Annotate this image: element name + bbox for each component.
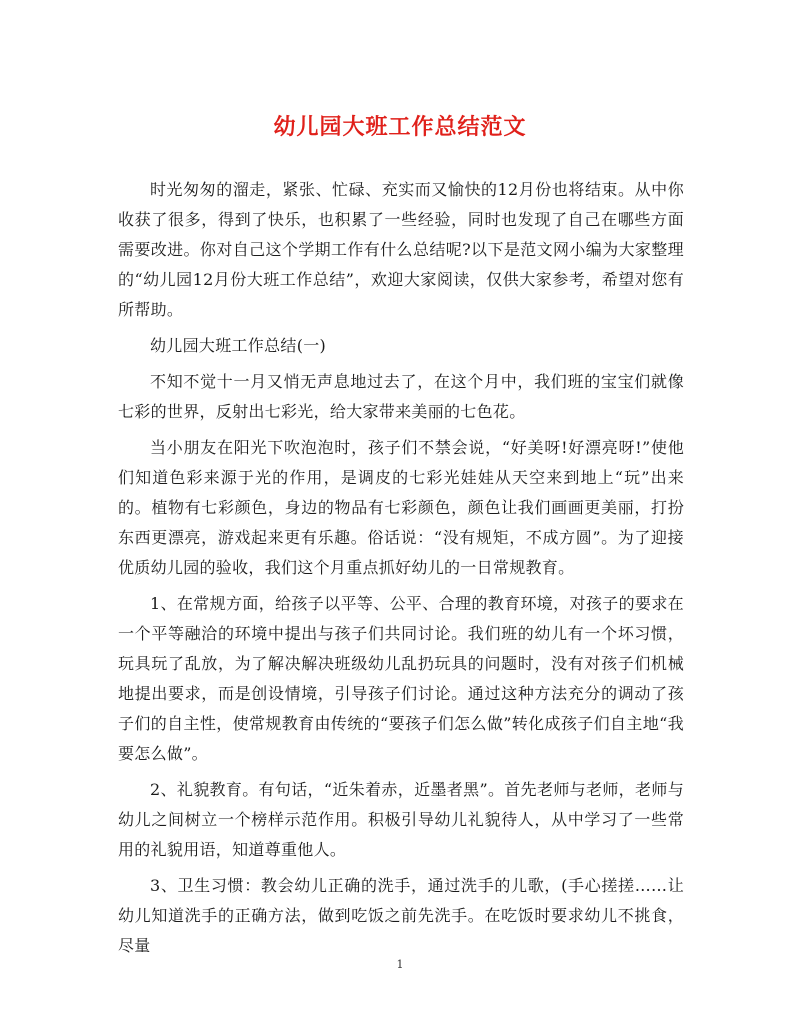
document-title: 幼儿园大班工作总结范文: [273, 114, 527, 140]
page-number: 1: [396, 958, 404, 971]
paragraph: 3、卫生习惯：教会幼儿正确的洗手，通过洗手的儿歌，(手心搓搓……让幼儿知道洗手的正确方法，做到吃饭之前先洗手。在吃饭时要求幼儿不挑食，尽量: [118, 876, 684, 955]
paragraph: 当小朋友在阳光下吹泡泡时，孩子们不禁会说，“好美呀!好漂亮呀!”使他们知道色彩来源于光的作用，是调皮的七彩光娃娃从天空来到地上“玩”出来的。植物有七彩颜色，身边的物品有七彩颜色，颜色让我们画画更美丽，打扮东西更漂亮，游戏起来更有乐趣。俗话说：“没有规矩，不成方圆”。为了迎接优质幼儿园的验收，我们这个月重点抓好幼儿的一日常规教育。: [118, 438, 684, 577]
paragraph: 1、在常规方面，给孩子以平等、公平、合理的教育环境，对孩子的要求在一个平等融洽的环境中提出与孩子们共同讨论。我们班的幼儿有一个坏习惯，玩具玩了乱放，为了解决解决班级幼儿乱扔玩具的问题时，没有对孩子们机械地提出要求，而是创设情境，引导孩子们讨论。通过这种方法充分的调动了孩子们的自主性，使常规教育由传统的“要孩子们怎么做”转化成孩子们自主地“我要怎么做”。: [118, 594, 684, 763]
paragraph-intro: 时光匆匆的溜走，紧张、忙碌、充实而又愉快的12月份也将结束。从中你收获了很多，得到了快乐，也积累了一些经验，同时也发现了自己在哪些方面需要改进。你对自己这个学期工作有什么总结呢?以下是范文网小编为大家整理的“幼儿园12月份大班工作总结”，欢迎大家阅读，仅供大家参考，希望对您有所帮助。: [118, 180, 684, 319]
document-body: [118, 175, 684, 961]
paragraph: 2、礼貌教育。有句话，“近朱着赤，近墨者黑”。首先老师与老师，老师与幼儿之间树立一个榜样示范作用。积极引导幼儿礼貌待人，从中学习了一些常用的礼貌用语，知道尊重他人。: [118, 780, 684, 859]
paragraph: 不知不觉十一月又悄无声息地过去了，在这个月中，我们班的宝宝们就像七彩的世界，反射出七彩光，给大家带来美丽的七色花。: [118, 372, 684, 421]
section-heading: 幼儿园大班工作总结(一): [150, 336, 327, 355]
